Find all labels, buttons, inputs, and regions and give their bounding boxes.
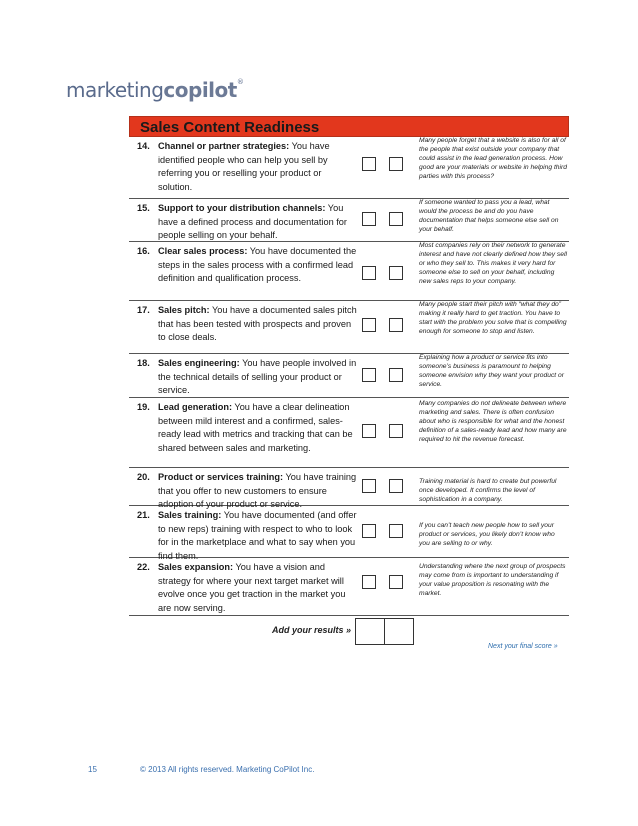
question-title: Support to your distribution channels:	[158, 203, 326, 213]
question-title: Channel or partner strategies:	[158, 141, 290, 151]
guidance-note: Many people forget that a website is also for all of the people that exist outside your company that could assist in the lead generation process. How good are your materials or website in helping third parties with this process?	[419, 137, 567, 180]
checklist-row	[129, 354, 569, 398]
question-description: You have a documented sales pitch that has been tested with prospects and proven to close deals.	[158, 305, 357, 342]
question-description: You have people involved in the technical details of selling your product or service.	[158, 358, 357, 395]
yes-checkbox[interactable]	[362, 479, 376, 493]
question-number: 19.	[137, 402, 150, 412]
yes-total-box[interactable]	[355, 618, 385, 645]
question-text	[137, 509, 357, 563]
guidance-note: Understanding where the next group of prospects may come from is important to understanding if your value proposition is resonating with the market.	[419, 563, 566, 597]
yes-checkbox[interactable]	[362, 424, 376, 438]
question-title: Sales expansion:	[158, 562, 234, 572]
question-description: You have documented (and offer to new reps) training with respect to who to look for in the marketplace and what to say when you find them.	[158, 510, 357, 561]
question-number: 22.	[137, 562, 150, 572]
question-title: Sales training:	[158, 510, 222, 520]
add-results-row	[129, 618, 569, 645]
question-text	[137, 357, 357, 398]
yes-checkbox[interactable]	[362, 157, 376, 171]
company-logo	[66, 78, 243, 102]
question-description: You have a defined process and documentation for people selling on your behalf.	[158, 203, 347, 240]
yes-checkbox[interactable]	[362, 524, 376, 538]
no-total-box[interactable]	[384, 618, 414, 645]
no-checkbox[interactable]	[389, 368, 403, 382]
logo-registered-mark: ®	[236, 78, 244, 86]
guidance-note: Many companies do not delineate between where marketing and sales. There is often confusion about who is responsible for what and the honest definition of a sales-ready lead and how many are required to hit the revenue forecast.	[419, 400, 567, 443]
no-checkbox[interactable]	[389, 157, 403, 171]
question-title: Product or services training:	[158, 472, 284, 482]
question-text	[137, 202, 357, 243]
guidance-note: Most companies rely on their network to generate interest and have not clearly defined how they sell or who they sell to. This makes it very hard for someone else to sell on your behalf, including new sales reps to your company.	[419, 242, 567, 285]
checklist-row	[129, 398, 569, 468]
no-checkbox[interactable]	[389, 575, 403, 589]
question-description: You have identified people who can help you sell by referring you or reselling your product or solution.	[158, 141, 330, 192]
question-description: You have documented the steps in the sales process with a confirmed lead definition and qualification process.	[158, 246, 357, 283]
question-number: 14.	[137, 141, 150, 151]
question-text	[137, 140, 357, 194]
logo-text-copilot: copilot	[163, 78, 237, 102]
question-text	[137, 561, 357, 615]
guidance-note: Training material is hard to create but powerful once developed. It confirms the level of sophistication in a company.	[419, 478, 557, 503]
no-checkbox[interactable]	[389, 212, 403, 226]
yes-checkbox[interactable]	[362, 212, 376, 226]
checklist-row	[129, 558, 569, 616]
guidance-note: Many people start their pitch with “what they do” making it really hard to get traction. You have to start with the problem you solve that is compelling enough for someone to stop and listen.	[419, 301, 567, 335]
question-description: You have training that you offer to new customers to ensure adoption of your product or service.	[158, 472, 357, 509]
question-number: 21.	[137, 510, 150, 520]
question-title: Clear sales process:	[158, 246, 248, 256]
no-checkbox[interactable]	[389, 266, 403, 280]
logo-text-marketing: marketing	[66, 78, 164, 102]
question-number: 20.	[137, 472, 150, 482]
checklist-row	[129, 199, 569, 242]
checklist-row	[129, 506, 569, 561]
checklist-row	[129, 137, 569, 199]
question-title: Lead generation:	[158, 402, 233, 412]
yes-checkbox[interactable]	[362, 368, 376, 382]
section-title: Sales Content Readiness	[129, 116, 569, 137]
checklist-row	[129, 468, 569, 509]
add-results-label: Add your results »	[271, 625, 351, 635]
question-description: You have a vision and strategy for where your next target market will evolve once you get traction in the market you are now serving.	[158, 562, 346, 613]
no-checkbox[interactable]	[389, 424, 403, 438]
no-checkbox[interactable]	[389, 318, 403, 332]
question-text	[137, 304, 357, 345]
question-title: Sales pitch:	[158, 305, 210, 315]
yes-checkbox[interactable]	[362, 318, 376, 332]
copyright-text: © 2013 All rights reserved. Marketing CoPilot Inc.	[140, 765, 315, 774]
guidance-note: Explaining how a product or service fits into someone’s business is paramount to helping someone envision why they want your product or service.	[419, 354, 564, 388]
readiness-table	[129, 116, 569, 635]
question-number: 18.	[137, 358, 150, 368]
checklist-row	[129, 242, 569, 301]
question-description: You have a clear delineation between mild interest and a confirmed, sales-ready lead with metrics and tracking that can be shared between sales and marketing.	[158, 402, 353, 453]
question-title: Sales engineering:	[158, 358, 240, 368]
question-number: 15.	[137, 203, 150, 213]
guidance-note: If someone wanted to pass you a lead, what would the process be and do you have documentation that helps someone else sell on your behalf.	[419, 199, 559, 233]
no-checkbox[interactable]	[389, 524, 403, 538]
question-number: 17.	[137, 305, 150, 315]
no-checkbox[interactable]	[389, 479, 403, 493]
question-text	[137, 245, 357, 286]
next-final-score-link[interactable]: Next your final score »	[488, 643, 558, 650]
question-number: 16.	[137, 246, 150, 256]
question-text	[137, 401, 357, 455]
checklist-row	[129, 301, 569, 354]
page-number: 15	[88, 765, 97, 774]
guidance-note: If you can’t teach new people how to sell your product or services, you likely don’t know who you are selling to or why.	[419, 522, 555, 547]
yes-checkbox[interactable]	[362, 266, 376, 280]
yes-checkbox[interactable]	[362, 575, 376, 589]
